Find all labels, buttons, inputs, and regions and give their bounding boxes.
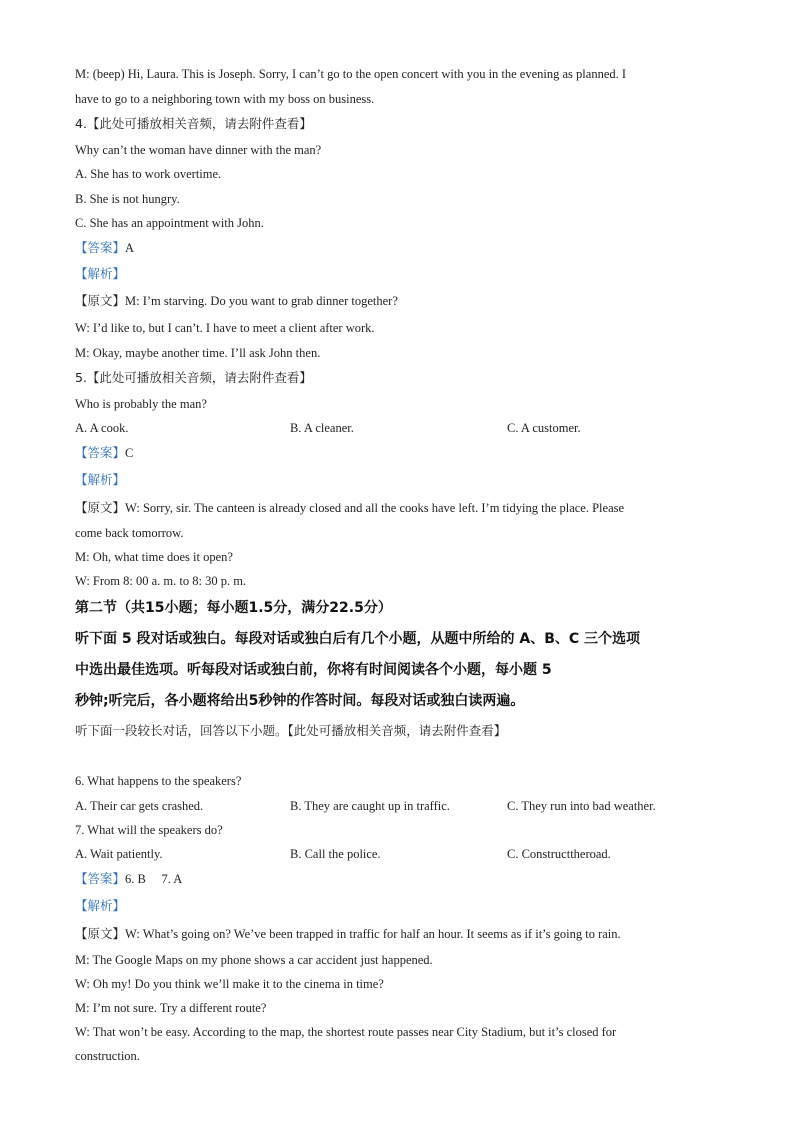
- transcript-line: W: What’s going on? We’ve been trapped in traffic for half an hour. It seems as if it’s going to rain.: [125, 927, 621, 941]
- q5-option-a: A. A cook.: [75, 421, 129, 435]
- q5-option-b: B. A cleaner.: [290, 421, 354, 435]
- q67-transcript-row: [75, 926, 621, 942]
- analysis-tag: 【解析】: [75, 472, 126, 487]
- transcript-line: M: Okay, maybe another time. I’ll ask John then.: [75, 346, 321, 360]
- q6-option-a: A. Their car gets crashed.: [75, 799, 204, 813]
- q67-answer: 6. B 7. A: [125, 872, 183, 886]
- q4-option-b: B. She is not hungry.: [75, 192, 180, 206]
- analysis-tag: 【解析】: [75, 266, 126, 281]
- dialogue-line: M: (beep) Hi, Laura. This is Joseph. Sorry, I can’t go to the open concert with you in the evening as planned. I: [75, 67, 627, 81]
- answer-tag: 【答案】: [75, 445, 126, 460]
- transcript-line: W: From 8: 00 a. m. to 8: 30 p. m.: [75, 574, 247, 588]
- q4-option-a: A. She has to work overtime.: [75, 167, 222, 181]
- q7-option-b: B. Call the police.: [290, 847, 381, 861]
- transcript-line: come back tomorrow.: [75, 526, 184, 540]
- transcript-line: construction.: [75, 1049, 140, 1063]
- answer-tag: 【答案】: [75, 871, 126, 886]
- q5-transcript-row: [75, 500, 624, 516]
- original-text-tag: 【原文】: [75, 500, 126, 515]
- section-instruction: 秒钟;听完后，各小题将给出5秒钟的作答时间。每段对话或独白读两遍。: [75, 693, 525, 709]
- analysis-tag: 【解析】: [75, 898, 126, 913]
- q5-question: Who is probably the man?: [75, 397, 207, 411]
- q7-option-a: A. Wait patiently.: [75, 847, 163, 861]
- q4-header: 4.【此处可播放相关音频，请去附件查看】: [75, 116, 312, 131]
- q6-question: 6. What happens to the speakers?: [75, 774, 242, 788]
- transcript-line: W: Oh my! Do you think we’ll make it to the cinema in time?: [75, 977, 384, 991]
- q5-answer: C: [125, 446, 134, 460]
- transcript-line: M: I’m not sure. Try a different route?: [75, 1001, 267, 1015]
- dialogue-line: have to go to a neighboring town with my boss on business.: [75, 92, 375, 106]
- answer-tag: 【答案】: [75, 240, 126, 255]
- q4-question: Why can’t the woman have dinner with the man?: [75, 143, 322, 157]
- transcript-line: M: The Google Maps on my phone shows a car accident just happened.: [75, 953, 433, 967]
- section-title: 第二节（共15小题；每小题1.5分，满分22.5分）: [75, 600, 392, 616]
- section-instruction: 听下面 5 段对话或独白。每段对话或独白后有几个小题，从题中所给的 A、B、C 三个选项: [75, 631, 641, 647]
- transcript-line: M: I’m starving. Do you want to grab dinner together?: [125, 294, 398, 308]
- q4-transcript-row: [75, 293, 398, 309]
- q67-answer-row: [75, 871, 182, 887]
- q7-option-c: C. Constructtheroad.: [507, 847, 611, 861]
- q4-answer-row: [75, 240, 134, 256]
- transcript-line: M: Oh, what time does it open?: [75, 550, 233, 564]
- q5-answer-row: [75, 445, 133, 461]
- transcript-line: W: I’d like to, but I can’t. I have to meet a client after work.: [75, 321, 375, 335]
- q5-option-c: C. A customer.: [507, 421, 581, 435]
- transcript-line: W: That won’t be easy. According to the map, the shortest route passes near City Stadium, but it’s closed for: [75, 1025, 617, 1039]
- transcript-line: W: Sorry, sir. The canteen is already closed and all the cooks have left. I’m tidying the place. Please: [125, 501, 625, 515]
- q4-answer: A: [125, 241, 135, 255]
- q4-option-c: C. She has an appointment with John.: [75, 216, 264, 230]
- section-instruction: 中选出最佳选项。听每段对话或独白前，你将有时间阅读各个小题，每小题 5: [75, 662, 552, 678]
- section-lead: 听下面一段较长对话，回答以下小题。【此处可播放相关音频，请去附件查看】: [75, 723, 507, 738]
- original-text-tag: 【原文】: [75, 293, 126, 308]
- q7-question: 7. What will the speakers do?: [75, 823, 223, 837]
- q5-header: 5.【此处可播放相关音频，请去附件查看】: [75, 370, 312, 385]
- q6-option-b: B. They are caught up in traffic.: [290, 799, 450, 813]
- original-text-tag: 【原文】: [75, 926, 126, 941]
- q6-option-c: C. They run into bad weather.: [507, 799, 656, 813]
